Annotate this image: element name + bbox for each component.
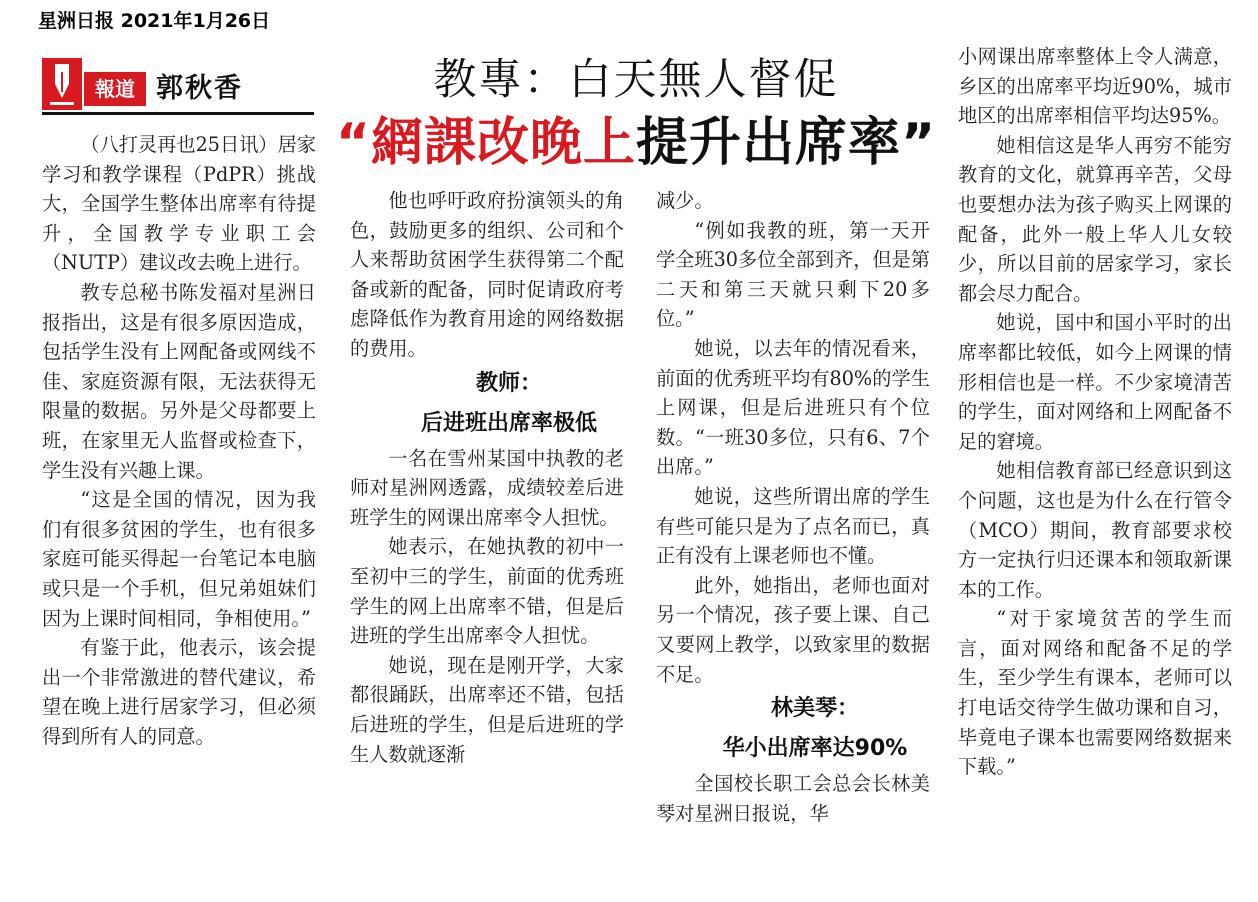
paragraph: 她说，以去年的情况看来，前面的优秀班平均有80%的学生上网课，但是后进班只有个位数。“一班30多位，只有6、7个出席。”: [656, 336, 930, 479]
article-column-1: [42, 130, 316, 751]
pen-nib-icon: [42, 58, 82, 110]
report-tag: 報道: [84, 72, 146, 106]
author-name: 郭秋香: [156, 73, 243, 104]
paragraph: 她说，国中和国小平时的出席率都比较低，如今上网课的情形相信也是一样。不少家境清苦的学生，面对网络和上网配备不足的窘境。: [958, 311, 1232, 453]
article-column-3: [656, 186, 930, 828]
headline-upper: 教專：白天無人督促: [433, 55, 839, 105]
subheading-teacher: 教师：: [475, 370, 542, 396]
subheading-lin-meiqin: 林美琴：: [770, 696, 859, 722]
paragraph: 他也呼吁政府扮演领头的角色，鼓励更多的组织、公司和个人来帮助贫困学生获得第二个配备或新的配备，同时促请政府考虑降低作为教育用途的网络数据的费用。: [350, 189, 624, 360]
byline-divider: [42, 112, 314, 115]
paragraph: 她表示，在她执教的初中一至初中三的学生，前面的优秀班学生的网上出席率不错，但是后进班的学生出席率令人担忧。: [350, 535, 624, 648]
paragraph: 她说，这些所谓出席的学生有些可能只是为了点名而已，真正有没有上课老师也不懂。: [656, 484, 930, 568]
paragraph: 有鉴于此，他表示，该会提出一个非常激进的替代建议，希望在晚上进行居家学习，但必须得到所有人的同意。: [42, 636, 316, 748]
paragraph: 全国校长职工会总会长林美琴对星洲日报说，华: [656, 772, 930, 825]
paragraph: 小网课出席率整体上令人满意，乡区的出席率平均近90%，城市地区的出席率相信平均达95%。: [958, 45, 1232, 128]
paragraph: 一名在雪州某国中执教的老师对星洲网透露，成绩较差后进班学生的网课出席率令人担忧。: [350, 446, 624, 529]
paragraph: 此外，她指出，老师也面对另一个情况，孩子要上课、自己又要网上教学，以致家里的数据不足。: [656, 573, 930, 686]
subheading-attendance-90: 华小出席率达90%: [722, 736, 908, 762]
paragraph: “这是全国的情况，因为我们有很多贫困的学生，也有很多家庭可能买得起一台笔记本电脑或只是一个手机，但兄弟姐妹们因为上课时间相同，争相使用。”: [42, 488, 316, 630]
article-column-2: [350, 186, 624, 769]
paragraph: 她相信教育部已经意识到这个问题，这也是为什么在行管令（MCO）期间，教育部要求校方一定执行归还课本和领取新课本的工作。: [958, 459, 1232, 601]
paragraph: 她说，现在是刚开学，大家都很踊跃，出席率还不错，包括后进班的学生，但是后进班的学生人数就逐渐: [350, 653, 624, 766]
newspaper-date-label: 星洲日报 2021年1月26日: [38, 10, 271, 32]
paragraph: （八打灵再也25日讯）居家学习和教学课程（PdPR）挑战大，全国学生整体出席率有待提升，全国教学专业职工会（NUTP）建议改去晚上进行。: [42, 133, 316, 275]
paragraph: 教专总秘书陈发福对星洲日报指出，这是有很多原因造成，包括学生没有上网配备或网线不佳、家庭资源有限，无法获得无限量的数据。另外是父母都要上班，在家里无人监督或检查下，学生没有兴趣上课。: [42, 280, 316, 482]
paragraph: “对于家境贫苦的学生而言，面对网络和配备不足的学生，至少学生有课本，老师可以打电话交待学生做功课和自习，毕竟电子课本也需要网络数据来下载。”: [958, 607, 1232, 779]
headline-main-black: 提升出席率”: [636, 113, 937, 173]
paragraph: 减少。: [656, 189, 714, 212]
subheading-attendance-low: 后进班出席率极低: [420, 410, 597, 436]
paragraph: 她相信这是华人再穷不能穷教育的文化，就算再辛苦，父母也要想办法为孩子购买上网课的配备，此外一般上华人儿女较少，所以目前的居家学习，家长都会尽力配合。: [958, 133, 1232, 305]
article-column-4: [958, 42, 1232, 782]
headline-main: [330, 100, 942, 175]
paragraph: “例如我教的班，第一天开学全班30多位全部到齐，但是第二天和第三天就只剩下20多位。”: [656, 218, 930, 331]
headline-main-red: “網課改晚上: [335, 113, 636, 173]
